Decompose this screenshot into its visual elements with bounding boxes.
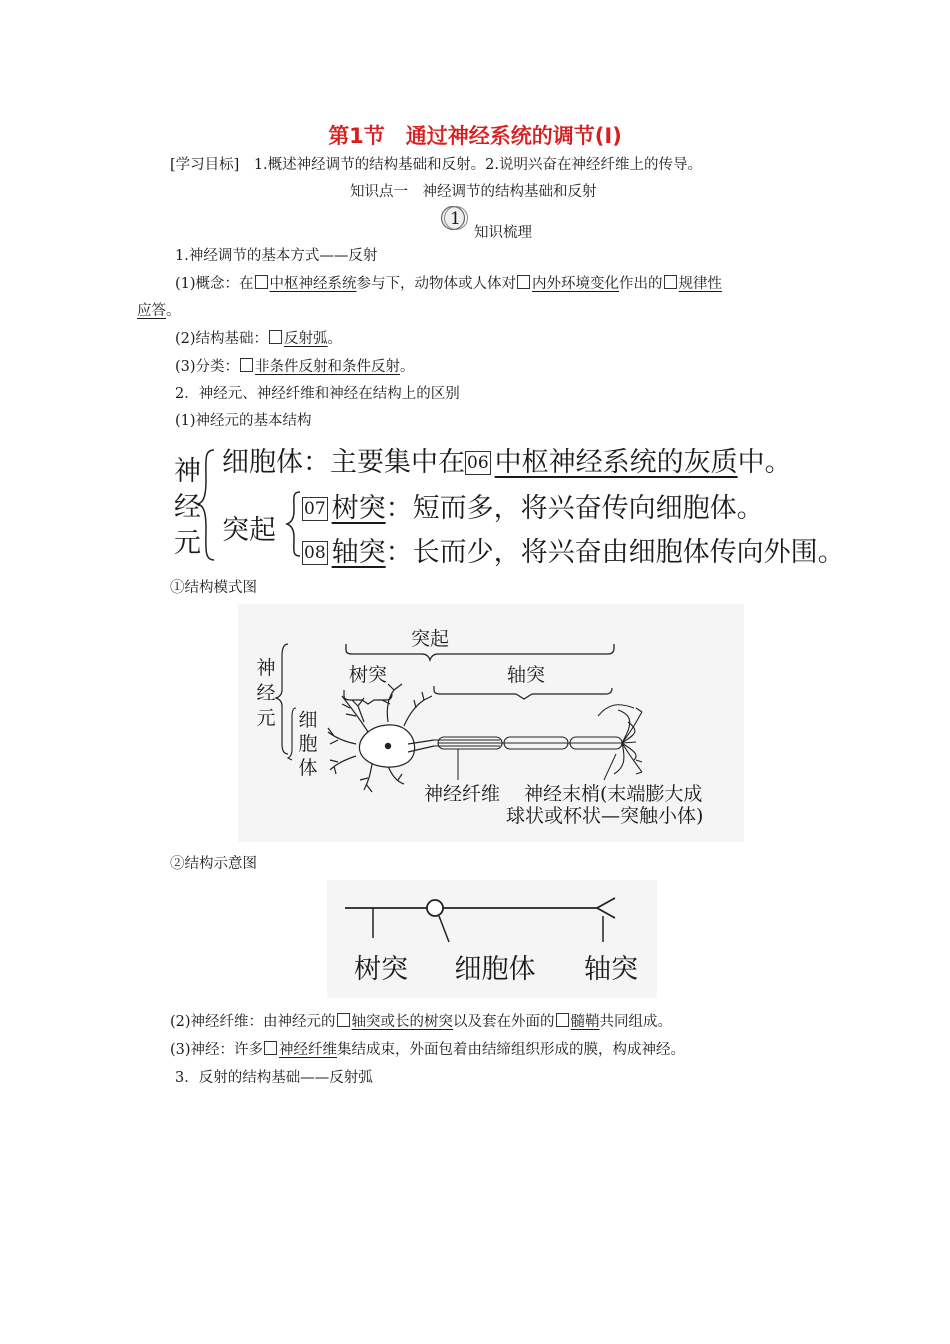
item-2-3 <box>170 1038 685 1059</box>
axon-drawing <box>434 705 642 774</box>
learning-objectives: [学习目标] 1.概述神经调节的结构基础和反射。2.说明兴奋在神经纤维上的传导。 <box>170 157 702 173</box>
answer-text: 髓鞘 <box>570 1014 600 1030</box>
answer-text: 轴突或长的树突 <box>351 1014 454 1030</box>
text: 。 <box>327 331 343 347</box>
process-label: 突起 <box>222 515 276 546</box>
item-1-3 <box>175 355 415 376</box>
answer-number-box: 08 <box>304 543 326 563</box>
text: 。 <box>400 359 415 375</box>
answer-box <box>556 1013 569 1027</box>
item-1-1 <box>175 272 722 293</box>
label-neuron-char: 元 <box>256 707 276 729</box>
axon-row <box>302 530 845 569</box>
answer-box <box>269 330 282 344</box>
answer-text: 神经纤维 <box>279 1042 338 1058</box>
figure-1-caption: ①结构模式图 <box>170 580 257 596</box>
answer-box <box>337 1013 350 1027</box>
neuron-structure-table <box>172 440 852 570</box>
item-1: 1.神经调节的基本方式——反射 <box>175 248 378 264</box>
answer-text: 反射弧 <box>284 331 328 347</box>
label-cellbody-char: 胞 <box>298 733 318 755</box>
answer-text: 内外环境变化 <box>532 276 620 292</box>
cell-body-row <box>222 440 792 479</box>
answer-number-box: 07 <box>304 499 326 519</box>
answer-box <box>240 358 253 372</box>
section-badge-number: 1 <box>450 209 461 229</box>
answer-text: 应答 <box>137 303 166 319</box>
item-2-1: (1)神经元的基本结构 <box>175 413 312 429</box>
label-process: 突起 <box>410 628 450 650</box>
text: ：短而多，将兴奋传向细胞体。 <box>385 493 764 524</box>
neuron-model-figure <box>238 604 744 842</box>
answer-text: 非条件反射和条件反射 <box>255 359 401 375</box>
text: 。 <box>166 303 181 319</box>
text: (3)分类： <box>175 359 240 375</box>
label-neuron-char: 神 <box>256 657 276 679</box>
label-dendrite: 树突 <box>348 664 388 686</box>
text: 细胞体：主要集中在 <box>222 447 465 478</box>
label-cellbody-char: 体 <box>298 757 318 779</box>
answer-text: 树突 <box>331 493 386 524</box>
answer-box <box>264 1041 277 1055</box>
text: 以及套在外面的 <box>453 1014 555 1030</box>
text: (2)结构基础： <box>175 331 269 347</box>
nucleus <box>385 743 391 749</box>
item-1-1-continued <box>137 299 181 320</box>
text: (1)概念：在 <box>175 276 254 292</box>
label-axon: 轴突 <box>584 954 638 985</box>
label-neuron-char: 经 <box>256 682 276 704</box>
answer-text: 中枢神经系统 <box>269 276 357 292</box>
knowledge-point-heading: 知识点一 神经调节的结构基础和反射 <box>350 184 597 200</box>
label-cell-body: 细胞体 <box>454 954 536 985</box>
page-title: 第1节 通过神经系统的调节(Ⅰ) <box>328 124 622 148</box>
text: 作出的 <box>619 276 663 292</box>
text: 共同组成。 <box>599 1014 673 1030</box>
text: ：长而少，将兴奋由细胞体传向外围。 <box>385 537 845 568</box>
answer-text: 中枢神经系统的灰质 <box>494 447 738 478</box>
text: (2)神经纤维：由神经元的 <box>170 1014 336 1030</box>
text: 集结成束，外面包着由结缔组织形成的膜，构成神经。 <box>337 1042 686 1058</box>
answer-number-box: 06 <box>467 453 489 473</box>
char: 神 <box>174 456 201 487</box>
neuron-schematic-figure <box>327 880 657 998</box>
answer-box <box>664 275 677 289</box>
char: 经 <box>174 492 201 523</box>
char: 元 <box>174 528 201 559</box>
item-2: 2．神经元、神经纤维和神经在结构上的区别 <box>175 386 460 402</box>
item-3: 3．反射的结构基础——反射弧 <box>175 1070 373 1086</box>
answer-text: 轴突 <box>331 537 386 568</box>
label-axon: 轴突 <box>506 664 546 686</box>
text: (3)神经：许多 <box>170 1042 264 1058</box>
answer-box <box>255 275 268 289</box>
text: 中。 <box>737 447 792 478</box>
item-2-2 <box>170 1010 672 1031</box>
dendrite-row <box>302 486 764 525</box>
section-number-badge <box>440 205 470 231</box>
text: 参与下，动物体或人体对 <box>356 276 517 292</box>
label-nerve-fiber: 神经纤维 <box>424 783 501 805</box>
cell-body-circle <box>427 900 443 916</box>
label-cellbody-char: 细 <box>298 709 318 731</box>
section-label: 知识梳理 <box>474 225 532 241</box>
label-nerve-ending-line1: 神经末梢(末端膨大成 <box>524 783 703 805</box>
answer-text: 规律性 <box>678 276 723 292</box>
label-nerve-ending-line2: 球状或杯状—突触小体) <box>506 805 704 827</box>
label-dendrite: 树突 <box>354 954 408 985</box>
answer-box <box>517 275 530 289</box>
figure-2-caption: ②结构示意图 <box>170 856 257 872</box>
item-1-2 <box>175 327 342 348</box>
neuron-vertical-label <box>174 454 201 562</box>
